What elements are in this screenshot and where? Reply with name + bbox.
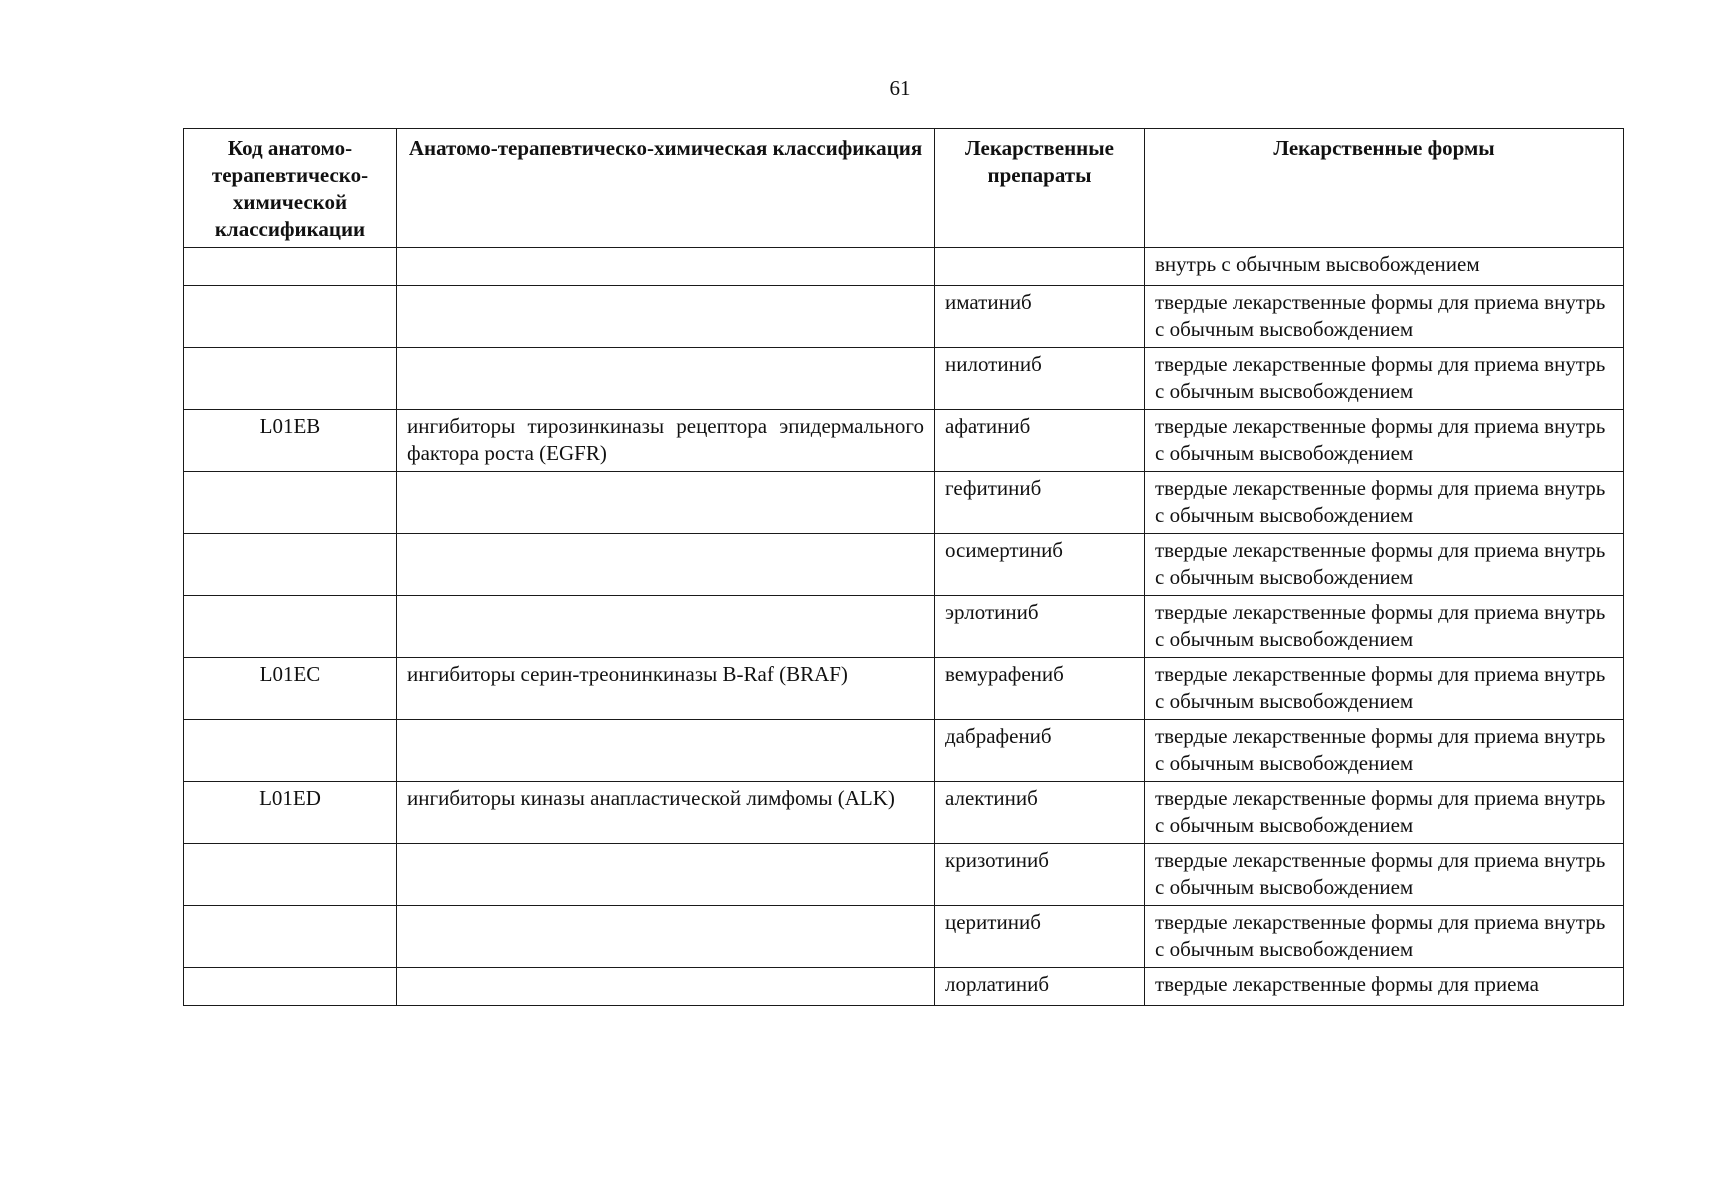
cell-drug	[935, 248, 1145, 286]
cell-classification: ингибиторы тирозинкиназы рецептора эпидермального фактора роста (EGFR)	[397, 410, 935, 472]
cell-classification	[397, 596, 935, 658]
cell-dosage-form: внутрь с обычным высвобождением	[1145, 248, 1624, 286]
cell-classification	[397, 720, 935, 782]
cell-classification	[397, 534, 935, 596]
table-row	[184, 248, 1624, 286]
cell-classification	[397, 248, 935, 286]
table-row	[184, 844, 1624, 906]
atc-drug-table	[183, 128, 1624, 1006]
cell-drug: лорлатиниб	[935, 968, 1145, 1006]
cell-atc-code	[184, 844, 397, 906]
cell-dosage-form: твердые лекарственные формы для приема внутрь с обычным высвобождением	[1145, 348, 1624, 410]
cell-dosage-form: твердые лекарственные формы для приема внутрь с обычным высвобождением	[1145, 286, 1624, 348]
table-row	[184, 472, 1624, 534]
cell-atc-code	[184, 596, 397, 658]
cell-atc-code	[184, 720, 397, 782]
table-row	[184, 348, 1624, 410]
header-atc-code: Код анатомо-терапевтическо-химической классификации	[184, 129, 397, 248]
cell-drug: осимертиниб	[935, 534, 1145, 596]
table-row	[184, 782, 1624, 844]
cell-classification	[397, 348, 935, 410]
cell-atc-code: L01EC	[184, 658, 397, 720]
cell-atc-code	[184, 248, 397, 286]
header-dosage-forms: Лекарственные формы	[1145, 129, 1624, 248]
header-atc-classification: Анатомо-терапевтическо-химическая классификация	[397, 129, 935, 248]
cell-atc-code	[184, 534, 397, 596]
cell-atc-code	[184, 968, 397, 1006]
table-row	[184, 906, 1624, 968]
cell-dosage-form: твердые лекарственные формы для приема внутрь с обычным высвобождением	[1145, 844, 1624, 906]
cell-atc-code	[184, 286, 397, 348]
cell-classification: ингибиторы серин-треонинкиназы B-Raf (BRAF)	[397, 658, 935, 720]
cell-classification	[397, 286, 935, 348]
table-row	[184, 286, 1624, 348]
cell-drug: иматиниб	[935, 286, 1145, 348]
cell-classification: ингибиторы киназы анапластической лимфомы (ALK)	[397, 782, 935, 844]
cell-dosage-form: твердые лекарственные формы для приема внутрь с обычным высвобождением	[1145, 720, 1624, 782]
cell-dosage-form: твердые лекарственные формы для приема внутрь с обычным высвобождением	[1145, 534, 1624, 596]
table-row	[184, 968, 1624, 1006]
cell-atc-code: L01ED	[184, 782, 397, 844]
cell-atc-code	[184, 348, 397, 410]
table-row	[184, 720, 1624, 782]
cell-dosage-form: твердые лекарственные формы для приема внутрь с обычным высвобождением	[1145, 472, 1624, 534]
cell-atc-code	[184, 472, 397, 534]
cell-classification	[397, 906, 935, 968]
cell-drug: афатиниб	[935, 410, 1145, 472]
cell-drug: нилотиниб	[935, 348, 1145, 410]
cell-classification	[397, 968, 935, 1006]
cell-drug: гефитиниб	[935, 472, 1145, 534]
table-header-row	[184, 129, 1624, 248]
header-drugs: Лекарственные препараты	[935, 129, 1145, 248]
cell-drug: эрлотиниб	[935, 596, 1145, 658]
cell-drug: церитиниб	[935, 906, 1145, 968]
table-row	[184, 534, 1624, 596]
cell-drug: алектиниб	[935, 782, 1145, 844]
page-number: 61	[889, 76, 911, 100]
cell-drug: вемурафениб	[935, 658, 1145, 720]
cell-classification	[397, 472, 935, 534]
cell-atc-code: L01EB	[184, 410, 397, 472]
cell-dosage-form: твердые лекарственные формы для приема внутрь с обычным высвобождением	[1145, 906, 1624, 968]
cell-dosage-form: твердые лекарственные формы для приема внутрь с обычным высвобождением	[1145, 596, 1624, 658]
cell-dosage-form: твердые лекарственные формы для приема	[1145, 968, 1624, 1006]
cell-classification	[397, 844, 935, 906]
table-row	[184, 410, 1624, 472]
cell-drug: дабрафениб	[935, 720, 1145, 782]
cell-atc-code	[184, 906, 397, 968]
cell-dosage-form: твердые лекарственные формы для приема внутрь с обычным высвобождением	[1145, 782, 1624, 844]
cell-dosage-form: твердые лекарственные формы для приема внутрь с обычным высвобождением	[1145, 658, 1624, 720]
cell-drug: кризотиниб	[935, 844, 1145, 906]
cell-dosage-form: твердые лекарственные формы для приема внутрь с обычным высвобождением	[1145, 410, 1624, 472]
table-row	[184, 658, 1624, 720]
table-row	[184, 596, 1624, 658]
